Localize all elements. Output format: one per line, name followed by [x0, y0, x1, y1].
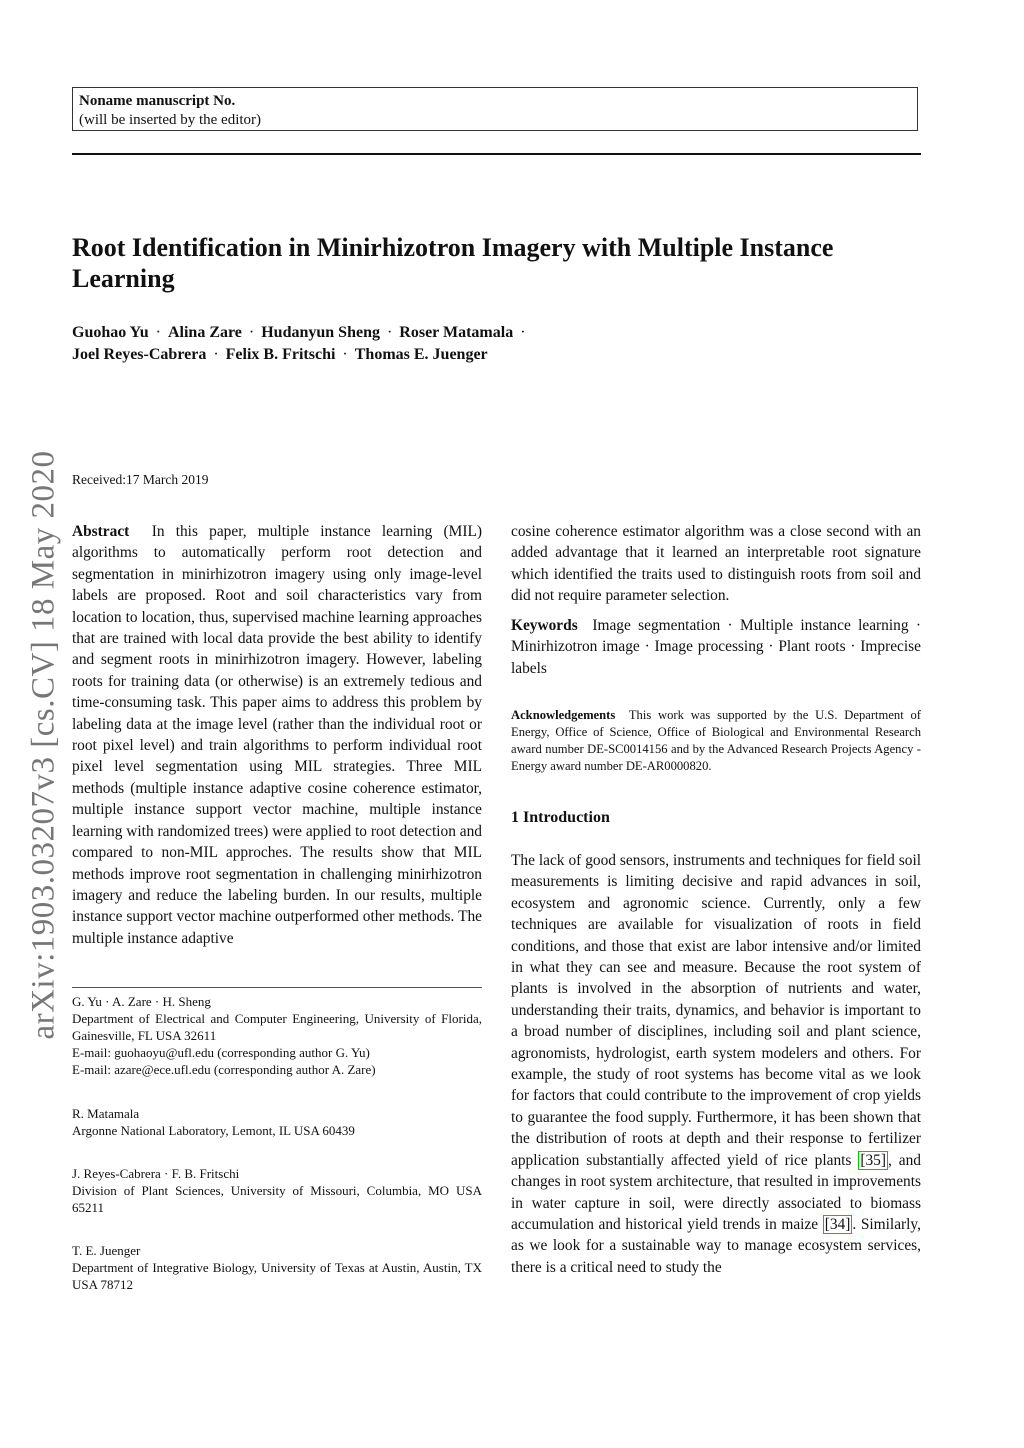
keywords [511, 615, 921, 679]
manuscript-note: (will be inserted by the editor) [79, 112, 262, 128]
footnote-rule [72, 987, 482, 988]
affiliation-line: Division of Plant Sciences, University of Missouri, Columbia, MO USA 65211 [72, 1183, 482, 1215]
author-separator: · [213, 346, 219, 363]
section-heading-introduction: 1 Introduction [511, 809, 610, 826]
abstract-left [72, 521, 482, 949]
affiliation-names: J. Reyes-Cabrera · F. B. Fritschi [72, 1166, 240, 1181]
keywords-label: Keywords [511, 617, 578, 634]
citation-link[interactable]: [35] [860, 1151, 886, 1169]
arxiv-stamp: arXiv:1903.03207v3 [cs.CV] 18 May 2020 [25, 450, 62, 1040]
author-line-1 [72, 322, 632, 344]
received-date: Received:17 March 2019 [72, 472, 209, 487]
author-name: Guohao Yu [72, 324, 149, 341]
affiliation-block [72, 1105, 482, 1139]
acknowledgements-text: This work was supported by the U.S. Department of Energy, Office of Science, Office of Biological and Environmental Research award number DE-SC0014156 and by the Advanced Research Projects Agency - Energy award number DE-AR0000820. [511, 708, 922, 773]
author-separator: · [248, 324, 255, 341]
affiliation-names: R. Matamala [72, 1106, 140, 1121]
affiliation-block [72, 1165, 482, 1216]
author-name: Roser Matamala [399, 324, 514, 341]
acknowledgements-label: Acknowledgements [511, 708, 616, 722]
author-list [72, 322, 632, 366]
author-name: Alina Zare [167, 324, 242, 341]
author-name: Felix B. Fritschi [225, 346, 336, 363]
affiliation-names: T. E. Juenger [72, 1243, 141, 1258]
author-name: Joel Reyes-Cabrera [72, 346, 207, 363]
keywords-text: Image segmentation · Multiple instance learning · Minirhizotron image · Image processing · Plant roots · Imprecise labels [511, 617, 921, 677]
affiliation-block [72, 993, 482, 1078]
email-line: E-mail: guohaoyu@ufl.edu (corresponding author G. Yu) [72, 1045, 370, 1060]
manuscript-box [72, 87, 918, 131]
introduction-text [511, 850, 921, 1278]
affiliation-line: Argonne National Laboratory, Lemont, IL USA 60439 [72, 1123, 355, 1138]
abstract-label: Abstract [72, 523, 130, 540]
author-name: Hudanyun Sheng [261, 324, 380, 341]
affiliation-line: Department of Electrical and Computer Engineering, University of Florida, Gainesville, FL USA 32611 [72, 1011, 482, 1043]
author-separator: · [342, 346, 348, 363]
intro-paragraph: , and changes in root system architecture, that resulted in improvements in water capture in soil, were directly associated to biomass accumulation and historical yield trends in maize [511, 1151, 921, 1233]
author-separator: · [520, 324, 526, 341]
author-separator: · [386, 324, 393, 341]
email-line: E-mail: azare@ece.ufl.edu (corresponding author A. Zare) [72, 1062, 376, 1077]
affiliation-line: Department of Integrative Biology, University of Texas at Austin, Austin, TX USA 78712 [72, 1260, 482, 1292]
acknowledgements [511, 707, 921, 775]
affiliation-names: G. Yu · A. Zare · H. Sheng [72, 994, 211, 1009]
affiliation-block [72, 1242, 482, 1293]
manuscript-number: Noname manuscript No. [79, 93, 236, 109]
abstract-text: In this paper, multiple instance learning (MIL) algorithms to automatically perform root detection and segmentation in minirhizotron imagery using only image-level labels are proposed. Root and soil characteristics vary from location to location, thus, supervised machine learning approaches that are trained with local data provide the best ability to identify and segment roots in minirhizotron imagery. However, labeling roots for training data (or otherwise) is an extremely tedious and time-consuming task. This paper aims to address this problem by labeling data at the image level (rather than the individual root or root pixel level) and train algorithms to perform individual root pixel level segmentation using MIL strategies. Three MIL methods (multiple instance adaptive cosine coherence estimator, multiple instance support vector machine, multiple instance learning with randomized trees) were applied to root detection and compared to non-MIL approches. The results show that MIL methods improve root segmentation in challenging minirhizotron imagery and reduce the labeling burden. In our results, multiple instance support vector machine outperformed other methods. The multiple instance adaptive [72, 523, 482, 947]
author-separator: · [155, 324, 161, 341]
abstract-right: cosine coherence estimator algorithm was a close second with an added advantage that it learned an interpretable root signature which identified the traits used to distinguish roots from soil and did not require parameter selection. [511, 523, 921, 605]
intro-paragraph: . Similarly, as we look for a sustainable way to manage ecosystem services, there is a critical need to study the [511, 1215, 921, 1276]
paper-title: Root Identification in Minirhizotron Imagery with Multiple Instance Learning [72, 233, 834, 293]
intro-paragraph: The lack of good sensors, instruments and techniques for field soil measurements is limiting decisive and rapid advances in soil, ecosystem and agronomic science. Currently, only a few techniques are available for visualization of roots in field conditions, and those that exist are labor intensive and/or limited in what they can see and measure. Because the root system of plants is involved in the absorption of nutrients and water, understanding their traits, dynamics, and behavior is important to a broad number of disciplines, including soil and plant science, agronomists, hydrologist, earth system modelers and others. For example, the study of root systems has become vital as we look for factors that could contribute to the improvement of crop yields to guarantee the food supply. Furthermore, it has been shown that the distribution of roots at depth and their response to fertilizer application substantially affected yield of rice plants [511, 852, 921, 1169]
citation-link[interactable]: [34] [824, 1215, 851, 1233]
header-rule [72, 153, 921, 155]
author-line-2 [72, 344, 632, 366]
author-name: Thomas E. Juenger [354, 346, 488, 363]
